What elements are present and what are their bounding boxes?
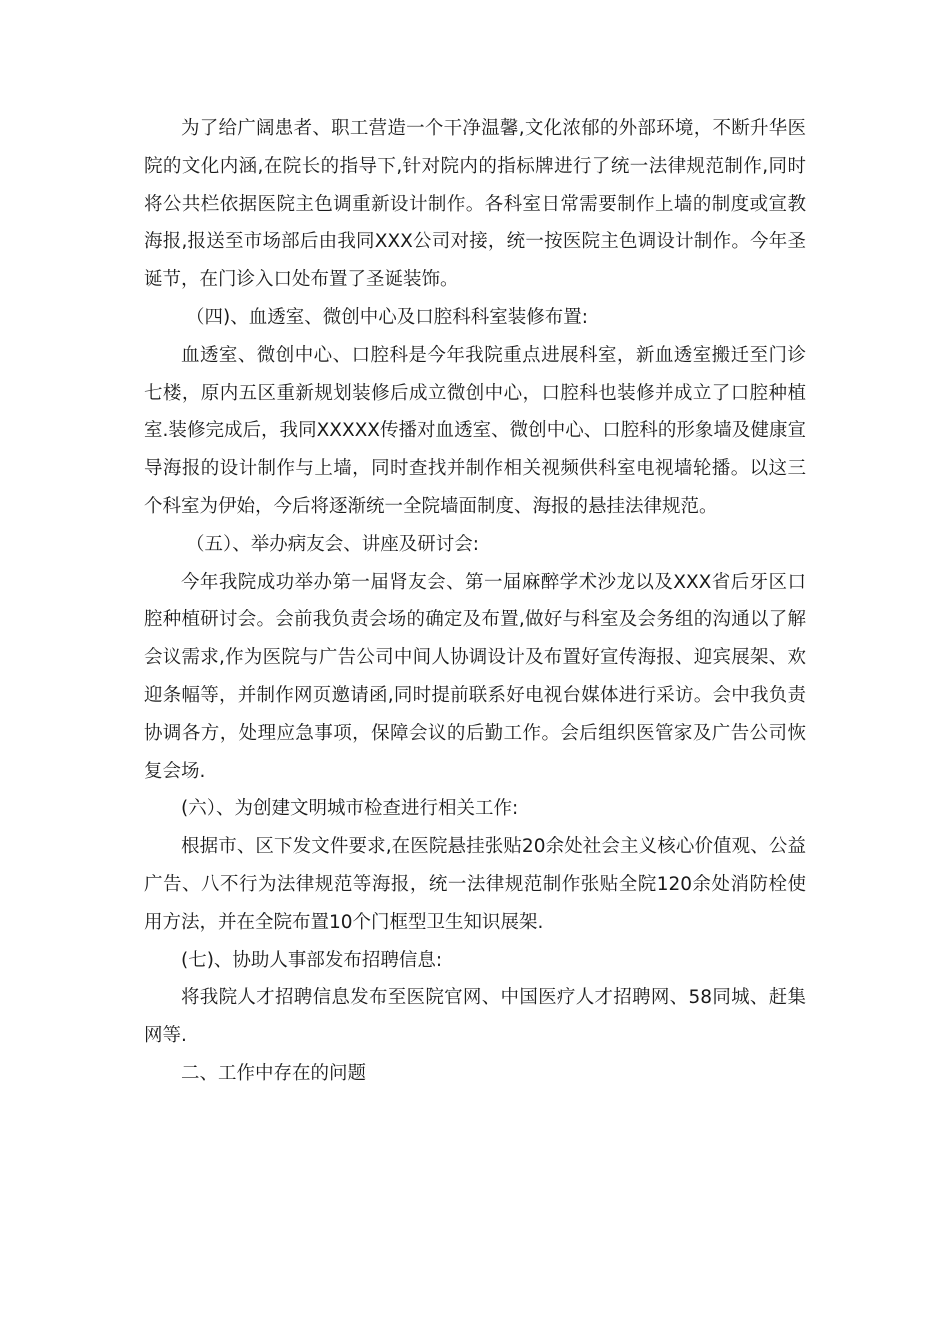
section-heading-seven: (七)、协助人事部发布招聘信息:	[181, 949, 443, 971]
paragraph-civilized-city: 根据市、区下发文件要求,在医院悬挂张贴20余处社会主义核心价值观、公益广告、八不行为法律规范等海报，统一法律规范制作张贴全院120余处消防栓使用方法，并在全院布置10个门框型卫生知识展架.	[144, 836, 806, 933]
section-heading-five: （五）、举办病友会、讲座及研讨会:	[186, 533, 479, 555]
paragraph-environment: 为了给广阔患者、职工营造一个干净温馨,文化浓郁的外部环境，不断升华医院的文化内涵,在院长的指导下,针对院内的指标牌进行了统一法律规范制作,同时将公共栏依据医院主色调重新设计制作。各科室日常需要制作上墙的制度或宣教海报,报送至市场部后由我同XXX公司对接，统一按医院主色调设计制作。今年圣诞节，在门诊入口处布置了圣诞装饰。	[144, 118, 806, 291]
section-heading-six: (六）、为创建文明城市检查进行相关工作:	[181, 798, 519, 820]
document-body	[144, 110, 806, 1093]
paragraph-recruitment: 将我院人才招聘信息发布至医院官网、中国医疗人才招聘网、58同城、赶集网等.	[144, 987, 806, 1047]
section-heading-four: （四)、血透室、微创中心及口腔科科室装修布置:	[186, 306, 588, 328]
paragraph-events: 今年我院成功举办第一届肾友会、第一届麻醉学术沙龙以及XXX省后牙区口腔种植研讨会。会前我负责会场的确定及布置,做好与科室及会务组的沟通以了解会议需求,作为医院与广告公司中间人协调设计及布置好宣传海报、迎宾展架、欢迎条幅等，并制作网页邀请函,同时提前联系好电视台媒体进行采访。会中我负责协调各方，处理应急事项，保障会议的后勤工作。会后组织医管家及广告公司恢复会场.	[144, 571, 806, 782]
section-heading-problems: 二、工作中存在的问题	[181, 1062, 367, 1084]
paragraph-renovation: 血透室、微创中心、口腔科是今年我院重点进展科室，新血透室搬迁至门诊七楼，原内五区重新规划装修后成立微创中心，口腔科也装修并成立了口腔种植室.装修完成后，我同XXXXX传播对血透室、微创中心、口腔科的形象墙及健康宣导海报的设计制作与上墙，同时查找并制作相关视频供科室电视墙轮播。以这三个科室为伊始，今后将逐渐统一全院墙面制度、海报的悬挂法律规范。	[144, 344, 806, 517]
